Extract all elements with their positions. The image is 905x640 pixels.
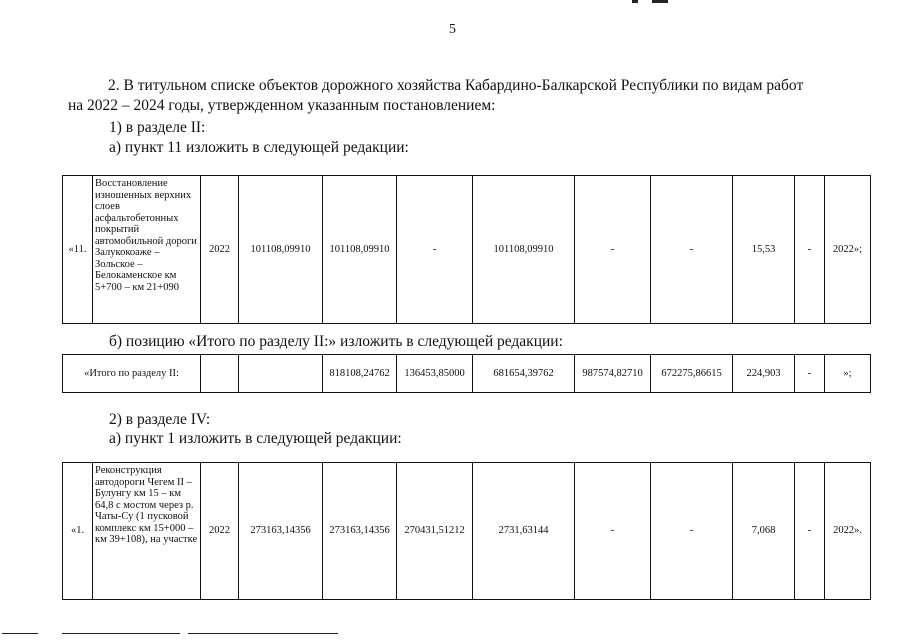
total-value-7: - — [795, 355, 825, 393]
value-cell-1: 273163,14356 — [239, 463, 323, 600]
total-length: 224,903 — [733, 355, 795, 393]
completion-year-cell: 2022». — [825, 463, 871, 600]
section-2-heading: 1) в разделе II: — [109, 119, 206, 136]
empty-cell — [239, 355, 323, 393]
intro-line-2: на 2022 – 2024 годы, утвержденном указанным постановлением: — [68, 97, 496, 114]
value-cell-2: 273163,14356 — [323, 463, 397, 600]
top-edge-mark — [652, 0, 668, 3]
table-item-1 — [62, 462, 871, 600]
bottom-rule — [62, 633, 180, 634]
section-2-item-b: б) позицию «Итого по разделу II:» изложить в следующей редакции: — [109, 333, 563, 350]
value-cell-3: 270431,51212 — [397, 463, 473, 600]
total-value-4: 987574,82710 — [575, 355, 651, 393]
value-cell-5: - — [575, 463, 651, 600]
value-cell-4: 2731,63144 — [473, 463, 575, 600]
value-cell-8: - — [795, 176, 825, 324]
value-cell-6: - — [651, 463, 733, 600]
page-number: 5 — [449, 22, 456, 37]
table-row — [63, 176, 871, 324]
row-number: «1. — [63, 463, 93, 600]
value-cell-1: 101108,09910 — [239, 176, 323, 324]
total-value-2: 136453,85000 — [397, 355, 473, 393]
row-number: «11. — [63, 176, 93, 324]
intro-line-1: 2. В титульном списке объектов дорожного хозяйства Кабардино-Балкарской Республики по видам работ — [108, 77, 804, 94]
total-value-1: 818108,24762 — [323, 355, 397, 393]
value-cell-3: - — [397, 176, 473, 324]
section-2-item-a: а) пункт 11 изложить в следующей редакции: — [109, 139, 409, 156]
object-name: Восстановление изношенных верхних слоев асфальтобетонных покрытий автомобильной дороги Залукокоаже – Зольское – Белокаменское км 5+700 – км 21+090 — [93, 176, 201, 324]
total-label: «Итого по разделу II: — [63, 355, 201, 393]
value-cell-2: 101108,09910 — [323, 176, 397, 324]
intro-paragraph — [68, 76, 848, 116]
length-cell: 7,068 — [733, 463, 795, 600]
value-cell-8: - — [795, 463, 825, 600]
year-cell: 2022 — [201, 176, 239, 324]
table-row — [63, 355, 871, 393]
total-value-5: 672275,86615 — [651, 355, 733, 393]
value-cell-5: - — [575, 176, 651, 324]
empty-cell — [201, 355, 239, 393]
table-item-11 — [62, 175, 871, 324]
table-total-section-2 — [62, 354, 871, 393]
total-value-3: 681654,39762 — [473, 355, 575, 393]
top-edge-mark — [632, 0, 638, 3]
bottom-rule — [2, 633, 38, 634]
year-cell: 2022 — [201, 463, 239, 600]
value-cell-4: 101108,09910 — [473, 176, 575, 324]
total-value-8: »; — [825, 355, 871, 393]
completion-year-cell: 2022»; — [825, 176, 871, 324]
object-name: Реконструкция автодороги Чегем II – Булунгу км 15 – км 64,8 с мостом через р. Чаты-Су (1 пусковой комплекс км 15+000 – км 39+108), на участке — [93, 463, 201, 600]
bottom-rule — [188, 633, 338, 634]
section-4-item-a: а) пункт 1 изложить в следующей редакции: — [109, 430, 402, 447]
length-cell: 15,53 — [733, 176, 795, 324]
table-row — [63, 463, 871, 600]
value-cell-6: - — [651, 176, 733, 324]
section-4-heading: 2) в разделе IV: — [109, 411, 211, 428]
